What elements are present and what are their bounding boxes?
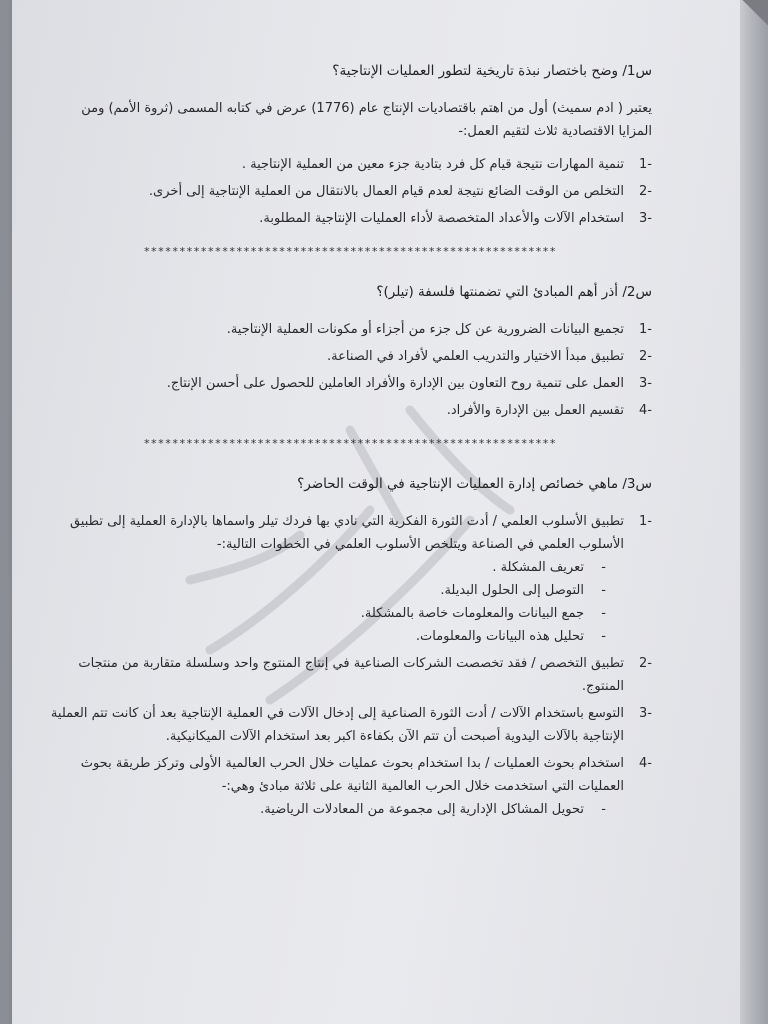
item-text: تقسيم العمل بين الإدارة والأفراد. [446, 403, 624, 418]
sub-list [48, 798, 624, 821]
list-item [48, 652, 652, 698]
item-number: -1 [639, 514, 652, 529]
dash-bullet: - [601, 629, 606, 644]
dash-bullet: - [601, 802, 606, 817]
question-2-list [48, 318, 652, 422]
corner-fold [738, 0, 768, 26]
sub-item-text: تحويل المشاكل الإدارية إلى مجموعة من المعادلات الرياضية. [260, 802, 584, 817]
item-number: -2 [639, 349, 652, 364]
list-item [48, 510, 652, 648]
item-number: -1 [639, 157, 652, 172]
section-separator: ********************************************************** [143, 437, 557, 450]
question-2-text: أذر أهم المبادئ التي تضمنتها فلسفة (تيلر)؟ [376, 284, 619, 300]
item-text: تطبيق مبدأ الاختيار والتدريب العلمي لأفراد في الصناعة. [327, 349, 624, 364]
item-number: -2 [639, 184, 652, 199]
item-number: -2 [639, 656, 652, 671]
sub-item-text: تعريف المشكلة . [492, 560, 584, 575]
question-1-text: وضح باختصار نبذة تاريخية لتطور العمليات الإنتاجية؟ [332, 63, 619, 79]
item-number: -3 [639, 376, 652, 391]
list-item [48, 702, 652, 748]
question-1-heading [48, 60, 652, 83]
list-item [48, 180, 652, 203]
question-3-text: ماهي خصائص إدارة العمليات الإنتاجية في الوقت الحاضر؟ [297, 476, 619, 492]
question-3-list [48, 510, 652, 821]
sub-item [48, 556, 606, 579]
question-3-heading [48, 473, 652, 496]
item-number: -1 [639, 322, 652, 337]
sub-item [48, 798, 606, 821]
item-text: تجميع البيانات الضرورية عن كل جزء من أجزاء أو مكونات العملية الإنتاجية. [226, 322, 624, 337]
item-text: التوسع باستخدام الآلات / أدت الثورة الصناعية إلى إدخال الآلات في العملية الإنتاجية بعد أن كانت تتم العملية الإنتاجية بالآلات اليدوية أصبحت أن تتم الآن بكفاءة اكبر بعد استخدام الآلات الميكانيكية. [50, 706, 624, 744]
item-text: تطبيق الأسلوب العلمي / أدت الثورة الفكرية التي نادي بها فردك تيلر واسماها بالإدارة العملية إلى تطبيق الأسلوب العلمي في الصناعة ويتلخص الأسلوب العلمي في الخطوات التالية:- [69, 514, 624, 552]
list-item [48, 207, 652, 230]
question-1-list [48, 153, 652, 230]
sub-item [48, 625, 606, 648]
paper-stack-edge [740, 0, 768, 1024]
sub-item [48, 602, 606, 625]
sub-item-text: جمع البيانات والمعلومات خاصة بالمشكلة. [360, 606, 584, 621]
list-item [48, 372, 652, 395]
item-text: تطبيق التخصص / فقد تخصصت الشركات الصناعية في إنتاج المنتوج واحد وسلسلة متقاربة من منتجات المنتوج. [78, 656, 624, 694]
item-text: استخدام الآلات والأعداد المتخصصة لأداء العمليات الإنتاجية المطلوبة. [259, 211, 624, 226]
section-separator: ********************************************************** [143, 245, 557, 258]
question-2-heading [48, 281, 652, 304]
question-2-label: س2/ [622, 284, 652, 300]
dash-bullet: - [601, 583, 606, 598]
sub-item-text: التوصل إلى الحلول البديلة. [440, 583, 584, 598]
list-item [48, 752, 652, 821]
list-item [48, 318, 652, 341]
document-body [48, 60, 652, 825]
question-1-label: س1/ [622, 63, 652, 79]
sub-list [48, 556, 624, 648]
dash-bullet: - [601, 560, 606, 575]
item-number: -4 [639, 403, 652, 418]
question-1-intro: يعتبر ( ادم سميث) أول من اهتم باقتصاديات الإنتاج عام (1776) عرض في كتابه المسمى (ثروة الأمم) ومن المزايا الاقتصادية ثلاث لتقيم العمل:- [81, 101, 652, 139]
item-number: -3 [639, 211, 652, 226]
dash-bullet: - [601, 606, 606, 621]
item-text: تنمية المهارات نتيجة قيام كل فرد بتادية جزء معين من العملية الإنتاجية . [241, 157, 624, 172]
list-item [48, 153, 652, 176]
item-text: التخلص من الوقت الضائع نتيجة لعدم قيام العمال بالانتقال من العملية الإنتاجية إلى أخرى. [148, 184, 624, 199]
list-item [48, 399, 652, 422]
item-number: -3 [639, 706, 652, 721]
item-number: -4 [639, 756, 652, 771]
item-text: العمل على تنمية روح التعاون بين الإدارة والأفراد العاملين للحصول على أحسن الإنتاج. [166, 376, 624, 391]
sub-item-text: تحليل هذه البيانات والمعلومات. [415, 629, 584, 644]
item-text: استخدام بحوث العمليات / بدا استخدام بحوث عمليات خلال الحرب العالمية الأولى وتركز طريقة بحوث العمليات التي استخدمت خلال الحرب العالمية الثانية على ثلاثة مبادئ وهي:- [80, 756, 624, 794]
list-item [48, 345, 652, 368]
sub-item [48, 579, 606, 602]
question-3-label: س3/ [622, 476, 652, 492]
